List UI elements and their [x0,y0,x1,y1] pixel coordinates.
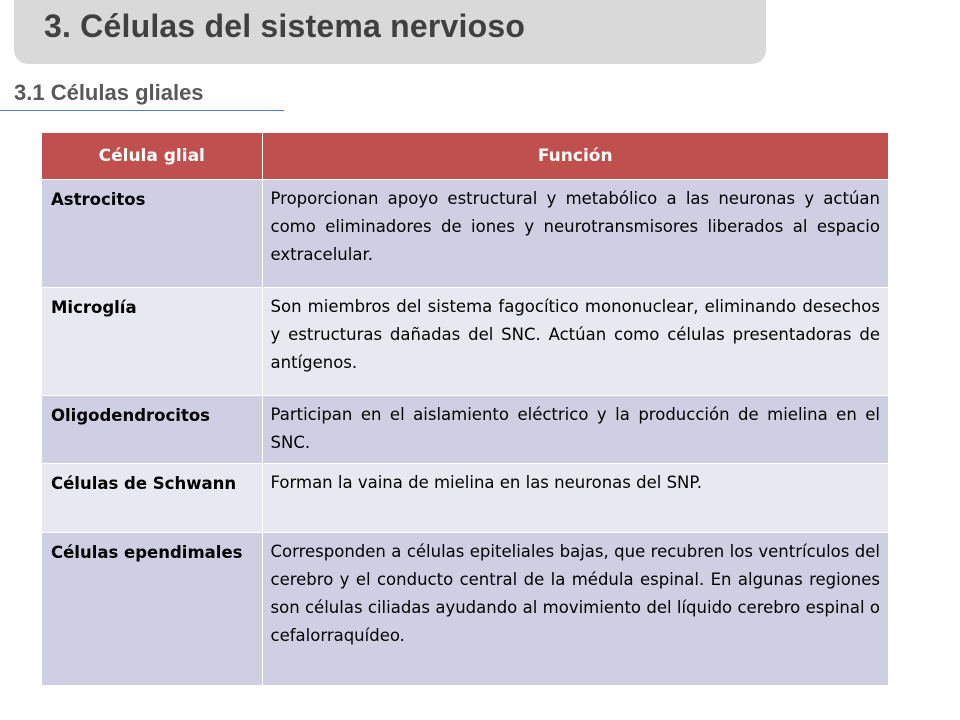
cell-type-name: Oligodendrocitos [42,396,262,464]
cell-type-name: Células ependimales [42,533,262,685]
table-row [42,464,888,533]
cell-function: Corresponden a células epiteliales bajas, que recubren los ventrículos del cerebro y el conducto central de la médula espinal. En algunas regiones son células ciliadas ayudando al movimiento del líquido cerebro espinal o cefalorraquídeo. [262,533,888,685]
page-title: 3. Células del sistema nervioso [44,8,526,44]
cell-function: Forman la vaina de mielina en las neuronas del SNP. [262,464,888,533]
cell-type-name: Astrocitos [42,180,262,288]
table-row [42,180,888,288]
section-subtitle: 3.1 Células gliales [14,80,204,105]
glial-cells-table [42,133,888,685]
table-header-row [42,133,888,180]
cell-function: Son miembros del sistema fagocítico mononuclear, eliminando desechos y estructuras dañadas del SNC. Actúan como células presentadoras de antígenos. [262,288,888,396]
column-header-function: Función [262,133,888,180]
subtitle-underline [0,110,284,111]
cell-function: Participan en el aislamiento eléctrico y la producción de mielina en el SNC. [262,396,888,464]
table-row [42,288,888,396]
cell-type-name: Microglía [42,288,262,396]
column-header-cell: Célula glial [42,133,262,180]
table-row [42,533,888,685]
cell-type-name: Células de Schwann [42,464,262,533]
table-row [42,396,888,464]
cell-function: Proporcionan apoyo estructural y metabólico a las neuronas y actúan como eliminadores de iones y neurotransmisores liberados al espacio extracelular. [262,180,888,288]
